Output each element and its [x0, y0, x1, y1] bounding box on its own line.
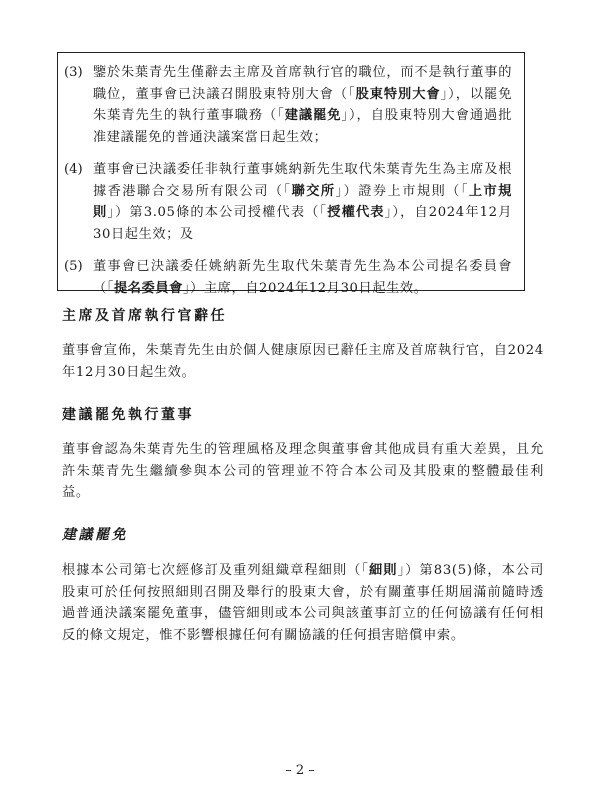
item-text: 鑒於朱葉青先生僅辭去主席及首席執行官的職位，而不是執行董事的職位，董事會已決議召開股東特別大會（「股東特別大會」），以罷免朱葉青先生的執行董事職務（「建議罷免」），自股東特別大會通過批准建議罷免的普通決議案當日起生效；	[93, 65, 512, 145]
item-text: 董事會已決議委任姚納新先生取代朱葉青先生為本公司提名委員會（「提名委員會」）主席，自2024年12月30日起生效。	[93, 259, 512, 296]
item-number: (4)	[64, 162, 83, 177]
item-number: (3)	[64, 65, 83, 80]
item-text: 董事會已決議委任非執行董事姚納新先生取代朱葉青先生為主席及根據香港聯合交易所有限公司（「聯交所」）證券上市規則（「上市規則」）第3.05條的本公司授權代表（「授權代表」），自2024年12月30日起生效；及	[93, 162, 512, 242]
bordered-items-box	[57, 52, 525, 296]
list-item	[64, 159, 512, 245]
list-item	[64, 62, 512, 148]
list-item	[64, 256, 512, 299]
section-heading-resignation: 主席及首席執行官辭任	[62, 308, 227, 324]
section-paragraph-resignation: 董事會宣佈，朱葉青先生由於個人健康原因已辭任主席及首席執行官，自2024年12月30日起生效。	[62, 343, 544, 380]
section-paragraph-proposed-removal: 根據本公司第七次經修訂及重列組織章程細則（「細則」）第83(5)條，本公司股東可於任何按照細則召開及舉行的股東大會，於有關董事任期屆滿前隨時透過普通決議案罷免董事，儘管細則或本公司與該董事訂立的任何協議有任何相反的條文規定，惟不影響根據任何有關協議的任何損害賠償申索。	[62, 563, 544, 643]
section-heading-proposed-removal-director: 建議罷免執行董事	[62, 407, 194, 423]
section-paragraph-proposed-removal-director: 董事會認為朱葉青先生的管理風格及理念與董事會其他成員有重大差異，且允許朱葉青先生繼續參與本公司的管理並不符合本公司及其股東的整體最佳利益。	[62, 442, 544, 500]
item-number: (5)	[64, 259, 83, 274]
section-heading-proposed-removal: 建議罷免	[62, 527, 128, 543]
page-number: – 2 –	[285, 763, 315, 778]
